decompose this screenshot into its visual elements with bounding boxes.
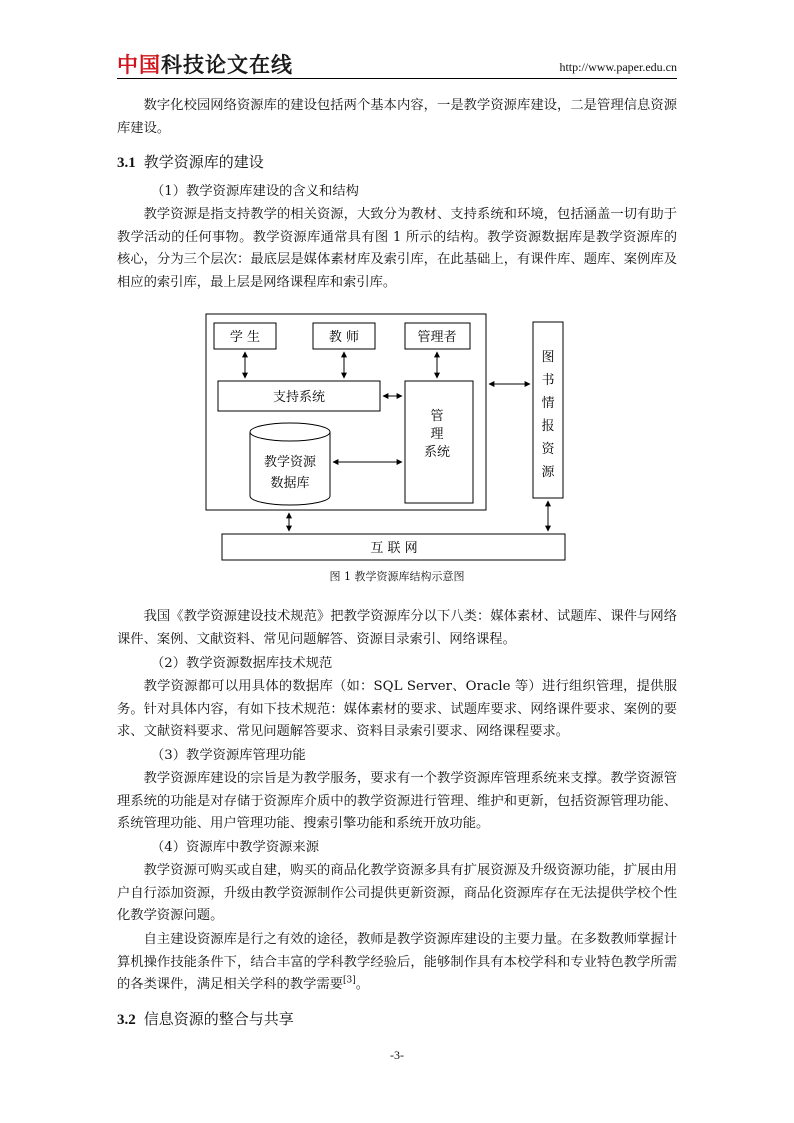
page-number: -3- <box>390 1048 404 1062</box>
logo-red-text: 中国 <box>117 53 161 77</box>
internet-label: 互 联 网 <box>370 541 418 556</box>
library-char-4: 报 <box>541 419 555 434</box>
citation-ref[interactable]: [3] <box>343 975 356 986</box>
journal-logo <box>117 52 293 78</box>
admin-box <box>405 323 470 349</box>
header-url[interactable]: http://www.paper.edu.cn <box>559 60 677 74</box>
subheading-3: （3）教学资源库管理功能 <box>151 748 306 763</box>
paragraph-tech-spec: 教学资源都可以用具体的数据库（如：SQL Server、Oracle 等）进行组织管理，提供服务。针对具体内容，有如下技术规范：媒体素材的要求、试题库要求、网络课件要求、案例的要求、文献资料要求、常见问题解答要求、资料目录索引要求、网络课程要求。 <box>117 679 677 740</box>
section-title: 教学资源库的建设 <box>143 153 264 171</box>
management-label-3: 系统 <box>423 445 451 460</box>
management-system-box <box>405 381 473 503</box>
paragraph-management-function: 教学资源库建设的宗旨是为教学服务，要求有一个教学资源库管理系统来支撑。教学资源管理系统的功能是对存储于资源库介质中的教学资源进行管理、维护和更新，包括资源管理功能、系统管理功能、用户管理功能、搜索引擎功能和系统开放功能。 <box>117 771 677 832</box>
library-char-5: 资 <box>541 442 555 457</box>
database-label-2: 数据库 <box>270 476 310 491</box>
subheading-2: （2）教学资源数据库技术规范 <box>151 656 333 671</box>
page-header <box>117 52 677 78</box>
section-heading-3-2 <box>117 1008 294 1031</box>
intro-paragraph: 数字化校园网络资源库的建设包括两个基本内容，一是教学资源库建设，二是管理信息资源库建设。 <box>117 98 677 136</box>
support-system-box <box>218 381 380 411</box>
section-number: 3.2 <box>117 1012 136 1028</box>
student-box <box>214 323 276 349</box>
paragraph-self-build-end: 。 <box>355 977 370 993</box>
library-char-3: 情 <box>541 396 555 411</box>
teacher-label: 教 师 <box>328 330 360 345</box>
subheading-4: （4）资源库中教学资源来源 <box>151 840 320 855</box>
library-char-2: 书 <box>541 373 555 388</box>
figure-caption: 图 1 教学资源库结构示意图 <box>329 570 465 583</box>
database-cylinder <box>250 432 330 505</box>
management-label-2: 理 <box>430 427 444 442</box>
internet-box <box>222 534 565 560</box>
student-label: 学 生 <box>229 330 261 345</box>
section-number: 3.1 <box>117 155 136 171</box>
system-outer-frame <box>206 314 486 510</box>
section-heading-3-1 <box>117 151 264 174</box>
teacher-box <box>313 323 375 349</box>
library-char-1: 图 <box>541 350 555 365</box>
logo-black-text: 科技论文在线 <box>161 53 293 77</box>
management-label-1: 管 <box>430 409 444 424</box>
library-char-6: 源 <box>541 465 555 480</box>
admin-label: 管理者 <box>417 330 457 345</box>
header-rule <box>117 78 677 79</box>
support-system-label: 支持系统 <box>272 390 326 405</box>
paragraph-self-build-text: 自主建设资源库是行之有效的途径，教师是教学资源库建设的主要力量。在多数教师掌握计算机操作技能条件下，结合丰富的学科教学经验后，能够制作具有本校学科和专业特色教学所需的各类课件，满足相关学科的教学需要 <box>117 932 677 993</box>
paragraph-self-build <box>117 929 677 997</box>
paragraph-structure: 教学资源是指支持教学的相关资源，大致分为教材、支持系统和环境，包括涵盖一切有助于教学活动的任何事物。教学资源库通常具有图 1 所示的结构。教学资源数据库是教学资源库的核心，分为三个层次：最底层是媒体素材库及索引库，在此基础上，有课件库、题库、案例库及相应的索引库，最上层是网络课程库和索引库。 <box>117 207 677 291</box>
library-resource-box <box>533 322 563 498</box>
section-title: 信息资源的整合与共享 <box>143 1010 294 1028</box>
subheading-1: （1）教学资源库建设的含义和结构 <box>151 184 359 199</box>
paragraph-resource-source: 教学资源可购买或自建，购买的商品化教学资源多具有扩展资源及升级资源功能，扩展由用户自行添加资源，升级由教学资源制作公司提供更新资源，商品化资源库存在无法提供学校个性化教学资源问题。 <box>117 863 677 924</box>
paragraph-eight-categories: 我国《教学资源建设技术规范》把教学资源库分以下八类：媒体素材、试题库、课件与网络课件、案例、文献资料、常见问题解答、资源目录索引、网络课程。 <box>117 609 677 647</box>
database-label-1: 教学资源 <box>263 455 317 470</box>
database-cylinder-top <box>250 423 330 441</box>
